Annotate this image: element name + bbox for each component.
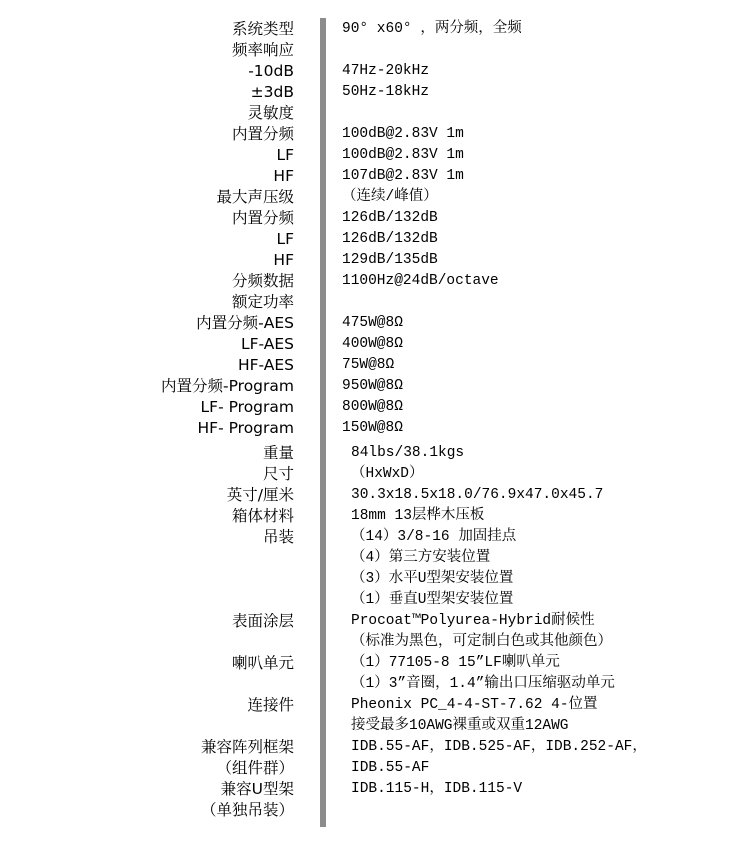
- spec-label: LF: [276, 230, 294, 248]
- spec-row: [0, 418, 750, 439]
- spec-row: [0, 674, 750, 695]
- spec-value: （1）3”音圈，1.4”输出口压缩驱动单元: [351, 676, 615, 692]
- spec-value: 950W@8Ω: [342, 378, 403, 394]
- spec-value: （HxWxD）: [351, 466, 424, 482]
- spec-value: 接受最多10AWG裸重或双重12AWG: [351, 718, 569, 734]
- spec-row: [0, 19, 750, 40]
- spec-value: 84lbs/38.1kgs: [351, 445, 465, 461]
- spec-label: LF: [276, 146, 294, 164]
- spec-row: [0, 145, 750, 166]
- spec-label: （组件群）: [216, 759, 294, 777]
- spec-label: HF: [273, 251, 294, 269]
- spec-value: 75W@8Ω: [342, 357, 395, 373]
- spec-value: （3）水平U型架安装位置: [351, 571, 514, 587]
- spec-label: 尺寸: [262, 465, 294, 483]
- spec-row: [0, 82, 750, 103]
- spec-row: [0, 569, 750, 590]
- spec-value: 107dB@2.83V 1m: [342, 168, 464, 184]
- spec-label: 喇叭单元: [231, 654, 294, 672]
- spec-row: [0, 271, 750, 292]
- spec-value: （连续/峰值）: [342, 189, 438, 205]
- spec-row: [0, 632, 750, 653]
- spec-label: 箱体材料: [231, 507, 294, 525]
- spec-value: （标准为黑色，可定制白色或其他颜色）: [351, 634, 612, 650]
- spec-value: Pheonix PC_4-4-ST-7.62 4-位置: [351, 697, 598, 713]
- spec-label: ±3dB: [250, 83, 294, 101]
- spec-value: 400W@8Ω: [342, 336, 403, 352]
- spec-label: 兼容阵列框架: [200, 738, 294, 756]
- spec-row: [0, 208, 750, 229]
- spec-label: 灵敏度: [247, 104, 294, 122]
- spec-value: 30.3x18.5x18.0/76.9x47.0x45.7: [351, 487, 604, 503]
- spec-value: 100dB@2.83V 1m: [342, 147, 464, 163]
- spec-row: [0, 695, 750, 716]
- spec-label: HF: [273, 167, 294, 185]
- spec-label: 连接件: [247, 696, 294, 714]
- spec-value: 150W@8Ω: [342, 420, 403, 436]
- spec-row: [0, 250, 750, 271]
- spec-value: IDB.55-AF: [351, 760, 430, 776]
- spec-row: [0, 124, 750, 145]
- spec-label: -10dB: [248, 62, 294, 80]
- spec-label: LF- Program: [200, 398, 294, 416]
- spec-row: [0, 334, 750, 355]
- spec-row: [0, 800, 750, 821]
- spec-row: [0, 590, 750, 611]
- spec-value: （14）3/8-16 加固挂点: [351, 529, 517, 545]
- spec-row: [0, 103, 750, 124]
- spec-label: 内置分频-AES: [196, 314, 294, 332]
- spec-row: [0, 716, 750, 737]
- spec-row: [0, 611, 750, 632]
- spec-label: 内置分频: [231, 209, 294, 227]
- spec-label: 英寸/厘米: [226, 486, 294, 504]
- spec-row: [0, 527, 750, 548]
- spec-label: 额定功率: [231, 293, 294, 311]
- spec-label: 表面涂层: [231, 612, 294, 630]
- spec-value: 126dB/132dB: [342, 210, 438, 226]
- spec-label: 内置分频: [231, 125, 294, 143]
- spec-value: （4）第三方安装位置: [351, 550, 491, 566]
- spec-row: [0, 229, 750, 250]
- spec-value: Procoat™Polyurea-Hybrid耐候性: [351, 613, 595, 629]
- spec-value: 18mm 13层桦木压板: [351, 508, 485, 524]
- spec-row: [0, 485, 750, 506]
- spec-value: 100dB@2.83V 1m: [342, 126, 464, 142]
- spec-label: 吊装: [262, 528, 294, 546]
- spec-value: 800W@8Ω: [342, 399, 403, 415]
- spec-row: [0, 313, 750, 334]
- spec-row: [0, 779, 750, 800]
- spec-label: 兼容U型架: [220, 780, 294, 798]
- spec-row: [0, 40, 750, 61]
- spec-row: [0, 61, 750, 82]
- spec-row: [0, 355, 750, 376]
- spec-row: [0, 397, 750, 418]
- spec-label: （单独吊装）: [200, 801, 294, 819]
- spec-value: 50Hz-18kHz: [342, 84, 430, 100]
- spec-label: LF-AES: [240, 335, 294, 353]
- spec-label: 系统类型: [231, 20, 294, 38]
- spec-value: （1）77105-8 15”LF喇叭单元: [351, 655, 560, 671]
- spec-label: 内置分频-Program: [161, 377, 294, 395]
- spec-label: 重量: [262, 444, 294, 462]
- spec-row: [0, 292, 750, 313]
- spec-value: 129dB/135dB: [342, 252, 438, 268]
- spec-row: [0, 758, 750, 779]
- spec-row: [0, 653, 750, 674]
- spec-row: [0, 506, 750, 527]
- spec-value: （1）垂直U型架安装位置: [351, 592, 514, 608]
- spec-value: 47Hz-20kHz: [342, 63, 430, 79]
- spec-label: 最大声压级: [216, 188, 294, 206]
- spec-row: [0, 187, 750, 208]
- spec-row: [0, 464, 750, 485]
- spec-value: IDB.55-AF，IDB.525-AF，IDB.252-AF，: [351, 739, 647, 755]
- spec-row: [0, 166, 750, 187]
- spec-value: 126dB/132dB: [342, 231, 438, 247]
- spec-row: [0, 737, 750, 758]
- spec-value: 475W@8Ω: [342, 315, 403, 331]
- spec-value: 1100Hz@24dB/octave: [342, 273, 499, 289]
- spec-label: HF-AES: [237, 356, 294, 374]
- spec-value: 90° x60° ，两分频，全频: [342, 21, 522, 37]
- spec-value: IDB.115-H，IDB.115-V: [351, 781, 523, 797]
- spec-row: [0, 548, 750, 569]
- spec-row: [0, 376, 750, 397]
- spec-label: HF- Program: [197, 419, 294, 437]
- spec-label: 分频数据: [231, 272, 294, 290]
- spec-row: [0, 443, 750, 464]
- spec-label: 频率响应: [231, 41, 294, 59]
